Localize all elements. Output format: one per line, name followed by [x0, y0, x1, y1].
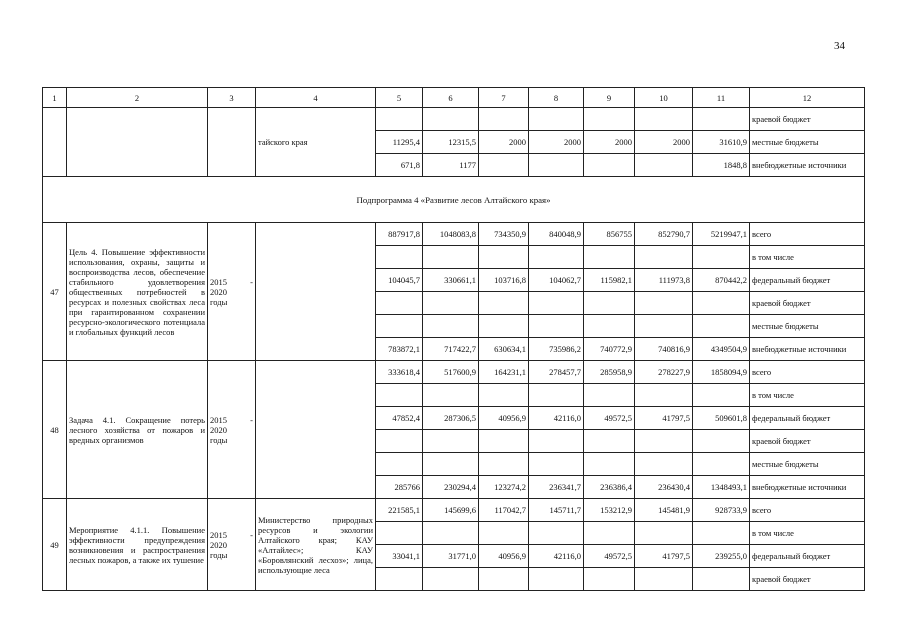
funding-source-cell: внебюджетные источники	[750, 476, 865, 499]
value-cell	[529, 154, 584, 177]
value-cell	[584, 522, 635, 545]
value-cell	[529, 315, 584, 338]
value-cell	[376, 430, 423, 453]
value-cell	[529, 522, 584, 545]
column-number: 2	[67, 88, 208, 108]
value-cell: 333618,4	[376, 361, 423, 384]
value-cell: 1048083,8	[423, 223, 479, 246]
value-cell: 239255,0	[693, 545, 750, 568]
period-unit: годы	[210, 296, 228, 307]
value-cell: 41797,5	[635, 545, 693, 568]
value-cell: 40956,9	[479, 545, 529, 568]
period-start	[210, 415, 253, 425]
executor-cell: Министерство природных ресурсов и экологии Алтайского края; КАУ «Алтайлес»; КАУ «Боровлянский лесхоз»; лица, использующие леса	[256, 499, 376, 591]
value-cell: 928733,9	[693, 499, 750, 522]
funding-source-cell: в том числе	[750, 522, 865, 545]
value-cell	[635, 108, 693, 131]
start-year: 2015	[210, 529, 227, 540]
funding-source-cell: внебюджетные источники	[750, 154, 865, 177]
value-cell: 5219947,1	[693, 223, 750, 246]
value-cell	[529, 292, 584, 315]
value-cell: 2000	[584, 131, 635, 154]
column-number: 12	[750, 88, 865, 108]
value-cell	[479, 568, 529, 591]
table-row	[43, 499, 865, 522]
value-cell	[693, 246, 750, 269]
period-unit: годы	[210, 434, 228, 445]
value-cell: 671,8	[376, 154, 423, 177]
value-cell	[423, 384, 479, 407]
value-cell: 236430,4	[635, 476, 693, 499]
value-cell: 236386,4	[584, 476, 635, 499]
column-number: 7	[479, 88, 529, 108]
period-dash: -	[250, 529, 253, 540]
funding-source-cell: федеральный бюджет	[750, 269, 865, 292]
header-row	[43, 88, 865, 108]
value-cell: 47852,4	[376, 407, 423, 430]
value-cell	[584, 246, 635, 269]
funding-source-cell: федеральный бюджет	[750, 407, 865, 430]
funding-source-cell: всего	[750, 223, 865, 246]
value-cell: 33041,1	[376, 545, 423, 568]
value-cell	[635, 384, 693, 407]
funding-source-cell: внебюджетные источники	[750, 338, 865, 361]
column-number: 11	[693, 88, 750, 108]
value-cell	[423, 246, 479, 269]
value-cell: 740816,9	[635, 338, 693, 361]
table-row	[43, 223, 865, 246]
value-cell	[376, 522, 423, 545]
value-cell: 153212,9	[584, 499, 635, 522]
value-cell	[584, 154, 635, 177]
value-cell	[635, 292, 693, 315]
period-dash: -	[250, 276, 253, 287]
value-cell	[693, 384, 750, 407]
value-cell: 42116,0	[529, 407, 584, 430]
value-cell	[529, 384, 584, 407]
column-number: 3	[208, 88, 256, 108]
executor-cell	[256, 361, 376, 499]
value-cell	[376, 108, 423, 131]
value-cell	[693, 568, 750, 591]
value-cell: 145481,9	[635, 499, 693, 522]
value-cell: 164231,1	[479, 361, 529, 384]
value-cell: 1348493,1	[693, 476, 750, 499]
value-cell: 287306,5	[423, 407, 479, 430]
value-cell	[693, 453, 750, 476]
value-cell	[529, 453, 584, 476]
value-cell	[479, 522, 529, 545]
value-cell: 145711,7	[529, 499, 584, 522]
value-cell	[584, 108, 635, 131]
value-cell: 103716,8	[479, 269, 529, 292]
value-cell: 285958,9	[584, 361, 635, 384]
value-cell: 717422,7	[423, 338, 479, 361]
value-cell: 852790,7	[635, 223, 693, 246]
value-cell	[423, 453, 479, 476]
value-cell	[376, 453, 423, 476]
period-unit: годы	[210, 549, 228, 560]
funding-source-cell: краевой бюджет	[750, 108, 865, 131]
value-cell	[693, 522, 750, 545]
value-cell: 49572,5	[584, 545, 635, 568]
value-cell	[635, 246, 693, 269]
value-cell: 40956,9	[479, 407, 529, 430]
budget-table	[42, 87, 865, 591]
value-cell: 31610,9	[693, 131, 750, 154]
value-cell	[635, 522, 693, 545]
value-cell: 2000	[479, 131, 529, 154]
value-cell	[479, 384, 529, 407]
funding-source-cell: федеральный бюджет	[750, 545, 865, 568]
value-cell: 104062,7	[529, 269, 584, 292]
value-cell	[635, 154, 693, 177]
value-cell: 230294,4	[423, 476, 479, 499]
value-cell: 104045,7	[376, 269, 423, 292]
end-year: 2020	[210, 424, 227, 435]
column-number: 5	[376, 88, 423, 108]
funding-source-cell: местные бюджеты	[750, 315, 865, 338]
value-cell: 221585,1	[376, 499, 423, 522]
value-cell	[635, 453, 693, 476]
value-cell: 734350,9	[479, 223, 529, 246]
value-cell	[635, 568, 693, 591]
period-cell	[208, 499, 256, 591]
value-cell: 509601,8	[693, 407, 750, 430]
value-cell: 49572,5	[584, 407, 635, 430]
period-start	[210, 530, 253, 540]
value-cell: 740772,9	[584, 338, 635, 361]
funding-source-cell: местные бюджеты	[750, 453, 865, 476]
value-cell	[376, 246, 423, 269]
column-number: 10	[635, 88, 693, 108]
value-cell: 1858094,9	[693, 361, 750, 384]
subprogram-title: Подпрограмма 4 «Развитие лесов Алтайского края»	[43, 177, 865, 223]
value-cell	[479, 315, 529, 338]
period-dash: -	[250, 414, 253, 425]
row-number: 49	[43, 499, 67, 591]
value-cell: 1177	[423, 154, 479, 177]
name-cell	[67, 108, 208, 177]
value-cell	[423, 292, 479, 315]
value-cell: 145699,6	[423, 499, 479, 522]
value-cell: 278227,9	[635, 361, 693, 384]
funding-source-cell: краевой бюджет	[750, 430, 865, 453]
value-cell: 278457,7	[529, 361, 584, 384]
value-cell: 115982,1	[584, 269, 635, 292]
row-number: 47	[43, 223, 67, 361]
value-cell	[423, 522, 479, 545]
value-cell	[423, 315, 479, 338]
end-year: 2020	[210, 286, 227, 297]
item-name: Цель 4. Повышение эффективности использования, охраны, защиты и воспроизводства лесов, обеспечение стабильного удовлетворения общественных потребностей в ресурсах и полезных свойствах леса при гарантированном сохранении ресурсно-экологического потенциала и глобальных функций лесов	[67, 223, 208, 361]
start-year: 2015	[210, 276, 227, 287]
value-cell: 111973,8	[635, 269, 693, 292]
value-cell: 1848,8	[693, 154, 750, 177]
value-cell: 4349504,9	[693, 338, 750, 361]
value-cell: 840048,9	[529, 223, 584, 246]
column-number: 4	[256, 88, 376, 108]
funding-source-cell: всего	[750, 361, 865, 384]
value-cell	[376, 384, 423, 407]
funding-source-cell: в том числе	[750, 384, 865, 407]
value-cell: 31771,0	[423, 545, 479, 568]
value-cell	[529, 108, 584, 131]
column-number: 6	[423, 88, 479, 108]
value-cell: 330661,1	[423, 269, 479, 292]
item-name: Мероприятие 4.1.1. Повышение эффективности предупреждения возникновения и распространения лесных пожаров, а также их тушение	[67, 499, 208, 591]
table-row	[43, 361, 865, 384]
value-cell	[479, 430, 529, 453]
value-cell	[479, 108, 529, 131]
value-cell: 41797,5	[635, 407, 693, 430]
value-cell	[584, 453, 635, 476]
num-cell	[43, 108, 67, 177]
value-cell	[479, 154, 529, 177]
funding-source-cell: всего	[750, 499, 865, 522]
value-cell: 11295,4	[376, 131, 423, 154]
value-cell: 12315,5	[423, 131, 479, 154]
value-cell	[693, 108, 750, 131]
value-cell	[584, 315, 635, 338]
period-cell	[208, 108, 256, 177]
value-cell	[376, 315, 423, 338]
item-name: Задача 4.1. Сокращение потерь лесного хозяйства от пожаров и вредных организмов	[67, 361, 208, 499]
row-number: 48	[43, 361, 67, 499]
value-cell: 2000	[529, 131, 584, 154]
value-cell	[376, 568, 423, 591]
value-cell	[423, 108, 479, 131]
period-cell	[208, 223, 256, 361]
value-cell: 783872,1	[376, 338, 423, 361]
funding-source-cell: краевой бюджет	[750, 292, 865, 315]
value-cell: 42116,0	[529, 545, 584, 568]
value-cell	[529, 568, 584, 591]
start-year: 2015	[210, 414, 227, 425]
value-cell: 285766	[376, 476, 423, 499]
value-cell: 2000	[635, 131, 693, 154]
value-cell	[423, 430, 479, 453]
value-cell	[584, 568, 635, 591]
value-cell	[693, 292, 750, 315]
value-cell	[376, 292, 423, 315]
value-cell	[479, 246, 529, 269]
period-start	[210, 277, 253, 287]
value-cell	[635, 315, 693, 338]
value-cell: 236341,7	[529, 476, 584, 499]
value-cell: 630634,1	[479, 338, 529, 361]
value-cell: 735986,2	[529, 338, 584, 361]
column-number: 1	[43, 88, 67, 108]
executor-cell	[256, 223, 376, 361]
end-year: 2020	[210, 539, 227, 550]
funding-source-cell: краевой бюджет	[750, 568, 865, 591]
column-number: 8	[529, 88, 584, 108]
value-cell: 123274,2	[479, 476, 529, 499]
period-cell	[208, 361, 256, 499]
funding-source-cell: в том числе	[750, 246, 865, 269]
value-cell	[584, 292, 635, 315]
value-cell	[584, 384, 635, 407]
subprogram-row	[43, 177, 865, 223]
value-cell: 887917,8	[376, 223, 423, 246]
value-cell	[693, 315, 750, 338]
value-cell	[584, 430, 635, 453]
value-cell: 856755	[584, 223, 635, 246]
column-number: 9	[584, 88, 635, 108]
value-cell	[529, 246, 584, 269]
table-body	[43, 88, 865, 591]
value-cell: 870442,2	[693, 269, 750, 292]
value-cell	[693, 430, 750, 453]
funding-source-cell: местные бюджеты	[750, 131, 865, 154]
value-cell	[479, 453, 529, 476]
executor-cell: тайского края	[256, 108, 376, 177]
page-number: 34	[834, 40, 845, 52]
value-cell: 117042,7	[479, 499, 529, 522]
value-cell: 517600,9	[423, 361, 479, 384]
value-cell	[635, 430, 693, 453]
value-cell	[479, 292, 529, 315]
value-cell	[529, 430, 584, 453]
value-cell	[423, 568, 479, 591]
table-row	[43, 108, 865, 131]
